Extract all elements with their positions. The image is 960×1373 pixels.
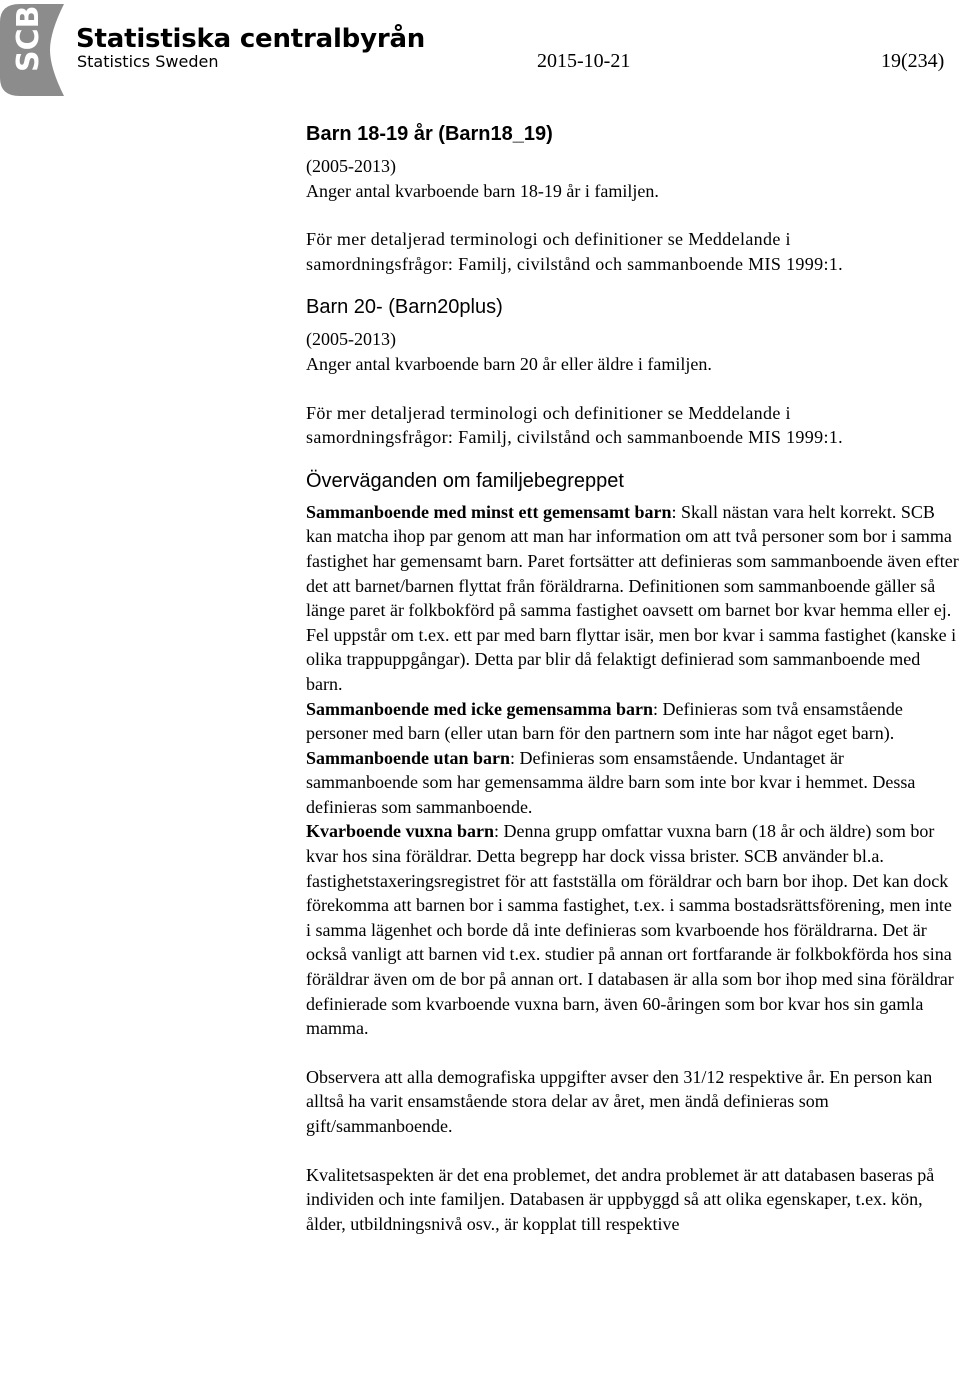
definition-term: Kvarboende vuxna barn xyxy=(306,821,495,842)
brand-name: Statistiska centralbyrån xyxy=(76,24,426,54)
section-description: Anger antal kvarboende barn 20 år eller äldre i familjen. xyxy=(306,353,712,374)
section-title-overvaganden: Överväganden om familjebegreppet xyxy=(306,469,624,492)
definition-paragraph xyxy=(306,697,960,746)
scb-logo-icon xyxy=(0,2,64,98)
definition-text: : Denna grupp omfattar vuxna barn (18 år och äldre) som bor kvar hos sina föräldrar. Detta begrepp har dock vissa brister. SCB använder bl.a. fastighetstaxeringsregistret för att fastställa om föräldrar och barn bor ihop. Det kan dock förekomma att barnen bor i samma fastighet, t.ex. i samma bostadsrättsförening, men inte i samma lägenhet och borde då inte definieras som kvarboende hos föräldrarna. Det är också vanligt att barnen vid t.ex. studier på annan ort fortfarande är folkbokförda hos sina föräldrar även om de bor på annan ort. I databasen är alla som bor ihop med sina föräldrar definierade som kvarboende vuxna barn, även 60-åringen som bor kvar hos sin gamla mamma. xyxy=(306,821,954,1039)
svg-text:SCB: SCB xyxy=(11,5,46,72)
definition-paragraph xyxy=(306,500,960,697)
definition-text: : Definieras som två ensamstående personer med barn (eller utan barn för den partnern som inte har något eget barn). xyxy=(306,698,903,744)
quality-paragraph: Kvalitetsaspekten är det ena problemet, det andra problemet är att databasen baseras på individen och inte familjen. Databasen är uppbyggd så att olika egenskaper, t.ex. kön, ålder, utbildningsnivå osv., är kopplat till respektive xyxy=(306,1164,935,1234)
page-header xyxy=(0,0,960,100)
reference-line: samordningsfrågor: Familj, civilstånd och sammanboende MIS 1999:1. xyxy=(306,427,844,448)
section-years: (2005-2013) xyxy=(306,329,396,350)
document-date: 2015-10-21 xyxy=(537,50,631,72)
definition-paragraph xyxy=(306,746,960,820)
reference-line: samordningsfrågor: Familj, civilstånd och sammanboende MIS 1999:1. xyxy=(306,253,844,274)
brand-subtitle: Statistics Sweden xyxy=(77,52,219,71)
section-description: Anger antal kvarboende barn 18-19 år i familjen. xyxy=(306,180,659,201)
definition-text: : Definieras som ensamstående. Undantaget är sammanboende som har gemensamma äldre barn som inte bor kvar i hemmet. Dessa definieras som sammanboende. xyxy=(306,747,916,817)
reference-line: För mer detaljerad terminologi och definitioner se Meddelande i xyxy=(306,402,791,423)
section-title-barn20: Barn 20- (Barn20plus) xyxy=(306,296,503,319)
document-body xyxy=(306,120,960,1236)
definition-text: : Skall nästan vara helt korrekt. SCB kan matcha ihop par genom att man har information om att två personer som bor i samma fastighet har gemensamt barn. Paret fortsätter att definieras som sammanboende även efter det att barnet/barnen flyttat från föräldrarna. Definitionen som sammanboende gäller så länge paret är folkbokförd på samma fastighet oavsett om barnet bor kvar hemma eller ej. Fel uppstår om t.ex. ett par med barn flyttar isär, men bor kvar i samma fastighet (kanske i olika trappuppgångar). Detta par blir då felaktigt definierad som sammanboende med barn. xyxy=(306,501,959,694)
reference-line: För mer detaljerad terminologi och definitioner se Meddelande i xyxy=(306,229,791,250)
definition-paragraph xyxy=(306,819,960,1040)
definition-term: Sammanboende med icke gemensamma barn xyxy=(306,698,653,719)
page-number: 19(234) xyxy=(881,50,945,72)
observation-paragraph: Observera att alla demografiska uppgifter avser den 31/12 respektive år. En person kan alltså ha varit ensamstående stora delar av året, men ändå definieras som gift/sammanboende. xyxy=(306,1066,933,1136)
definition-term: Sammanboende utan barn xyxy=(306,747,511,768)
section-title-barn18: Barn 18-19 år (Barn18_19) xyxy=(306,123,553,145)
definition-term: Sammanboende med minst ett gemensamt barn xyxy=(306,501,672,522)
section-years: (2005-2013) xyxy=(306,156,396,176)
